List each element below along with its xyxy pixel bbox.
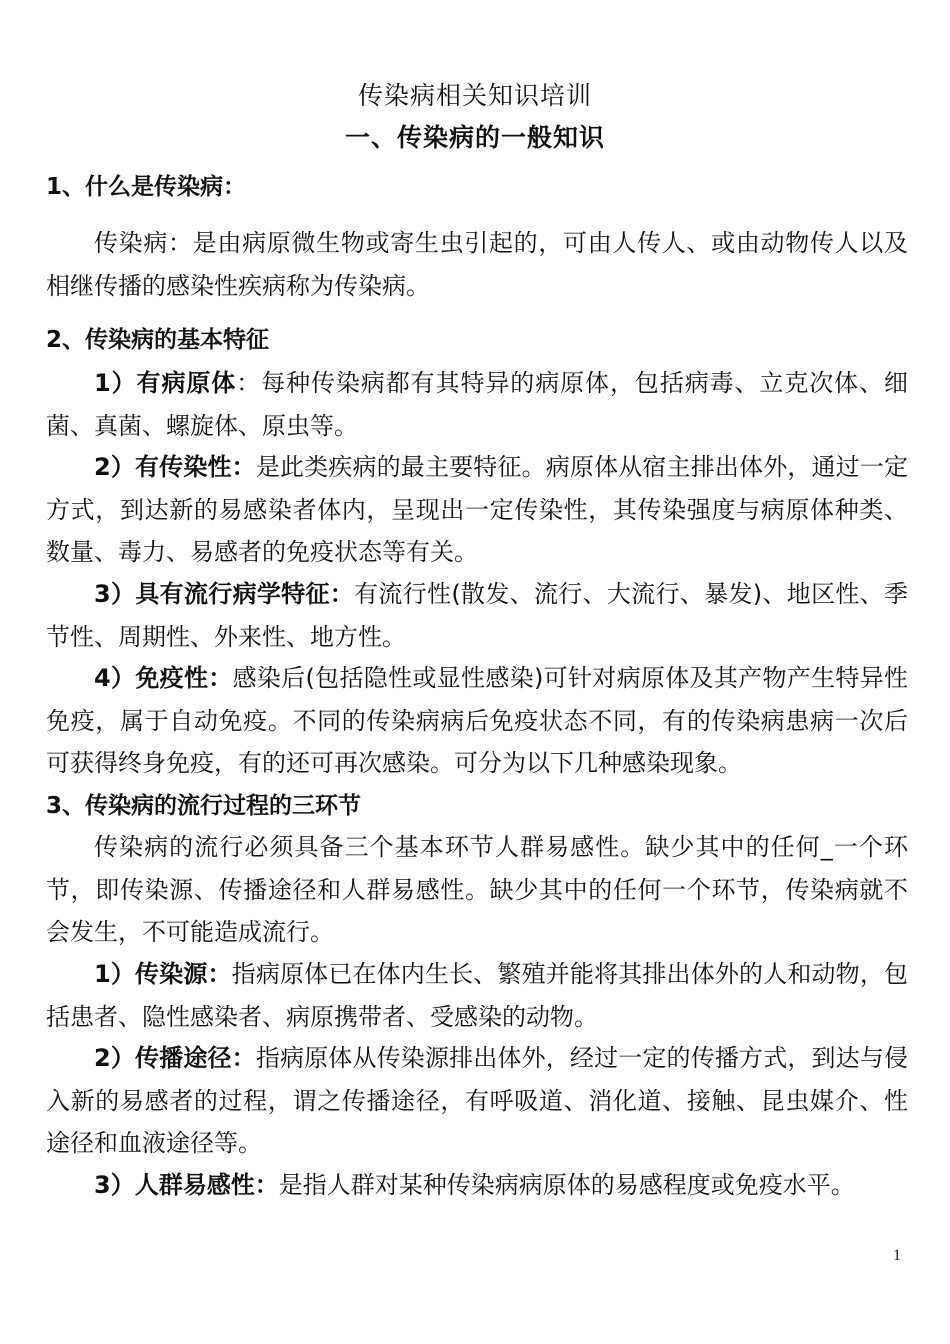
paragraph-susceptibility [46, 1164, 908, 1207]
link-text-source: 指病原体已在体内生长、繁殖并能将其排出体外的人和动物，包括患者、隐性感染者、病原携带者、受感染的动物。 [46, 960, 909, 1031]
paragraph-source [46, 953, 908, 1038]
paragraph-three-links-intro: 传染病的流行必须具备三个基本环节人群易感性。缺少其中的任何_一个环节，即传染源、传播途径和人群易感性。缺少其中的任何一个环节，传染病就不会发生，不可能造成流行。 [46, 833, 908, 946]
link-label-susceptibility: 3）人群易感性： [94, 1171, 279, 1199]
paragraph-definition: 传染病：是由病原微生物或寄生虫引起的，可由人传人、或由动物传人以及相继传播的感染性疾病称为传染病。 [46, 229, 908, 300]
link-label-transmission: 2）传播途径： [94, 1044, 256, 1072]
feature-text-contagious: 是此类疾病的最主要特征。病原体从宿主排出体外，通过一定方式，到达新的易感染者体内，呈现出一定传染性，其传染强度与病原体种类、数量、毒力、易感者的免疫状态等有关。 [46, 453, 908, 566]
paragraph-feature-contagious [46, 446, 908, 574]
document-title: 传染病相关知识培训 [357, 81, 592, 110]
feature-text-pathogen: 每种传染病都有其特异的病原体，包括病毒、立克次体、细菌、真菌、螺旋体、原虫等。 [46, 369, 909, 440]
paragraph-feature-pathogen [46, 362, 908, 447]
link-text-susceptibility: 是指人群对某种传染病病原体的易感程度或免疫水平。 [278, 1171, 855, 1199]
heading-what-is-infectious-disease: 1、什么是传染病： [46, 174, 247, 200]
feature-text-immunity: 感染后(包括隐性或显性感染)可针对病原体及其产物产生特异性免疫，属于自动免疫。不同的传染病病后免疫状态不同，有的传染病患病一次后可获得终身免疫，有的还可再次感染。可分为以下几种感染现象。 [46, 664, 909, 777]
link-label-source: 1）传染源： [94, 960, 232, 988]
feature-label-immunity: 4）免疫性： [94, 664, 233, 692]
section-heading: 一、传染病的一般知识 [344, 123, 605, 152]
feature-text-epidemiology: 有流行性(散发、流行、大流行、暴发)、地区性、季节性、周期性、外来性、地方性。 [46, 580, 908, 651]
paragraph-transmission-route [46, 1037, 908, 1165]
heading-three-links: 3、传染病的流行过程的三环节 [46, 793, 362, 819]
feature-label-contagious: 2）有传染性： [94, 453, 256, 481]
feature-separator: ： [236, 369, 262, 397]
feature-label-epidemiology: 3）具有流行病学特征： [94, 580, 355, 608]
heading-basic-features: 2、传染病的基本特征 [46, 327, 270, 353]
paragraph-feature-immunity [46, 657, 908, 785]
paragraph-feature-epidemiology [46, 573, 908, 658]
page-number: 1 [893, 1247, 901, 1264]
feature-label-pathogen: 1）有病原体 [94, 369, 237, 397]
link-text-transmission: 指病原体从传染源排出体外，经过一定的传播方式，到达与侵入新的易感者的过程，谓之传播途径，有呼吸道、消化道、接触、昆虫媒介、性途径和血液途径等。 [46, 1044, 908, 1157]
